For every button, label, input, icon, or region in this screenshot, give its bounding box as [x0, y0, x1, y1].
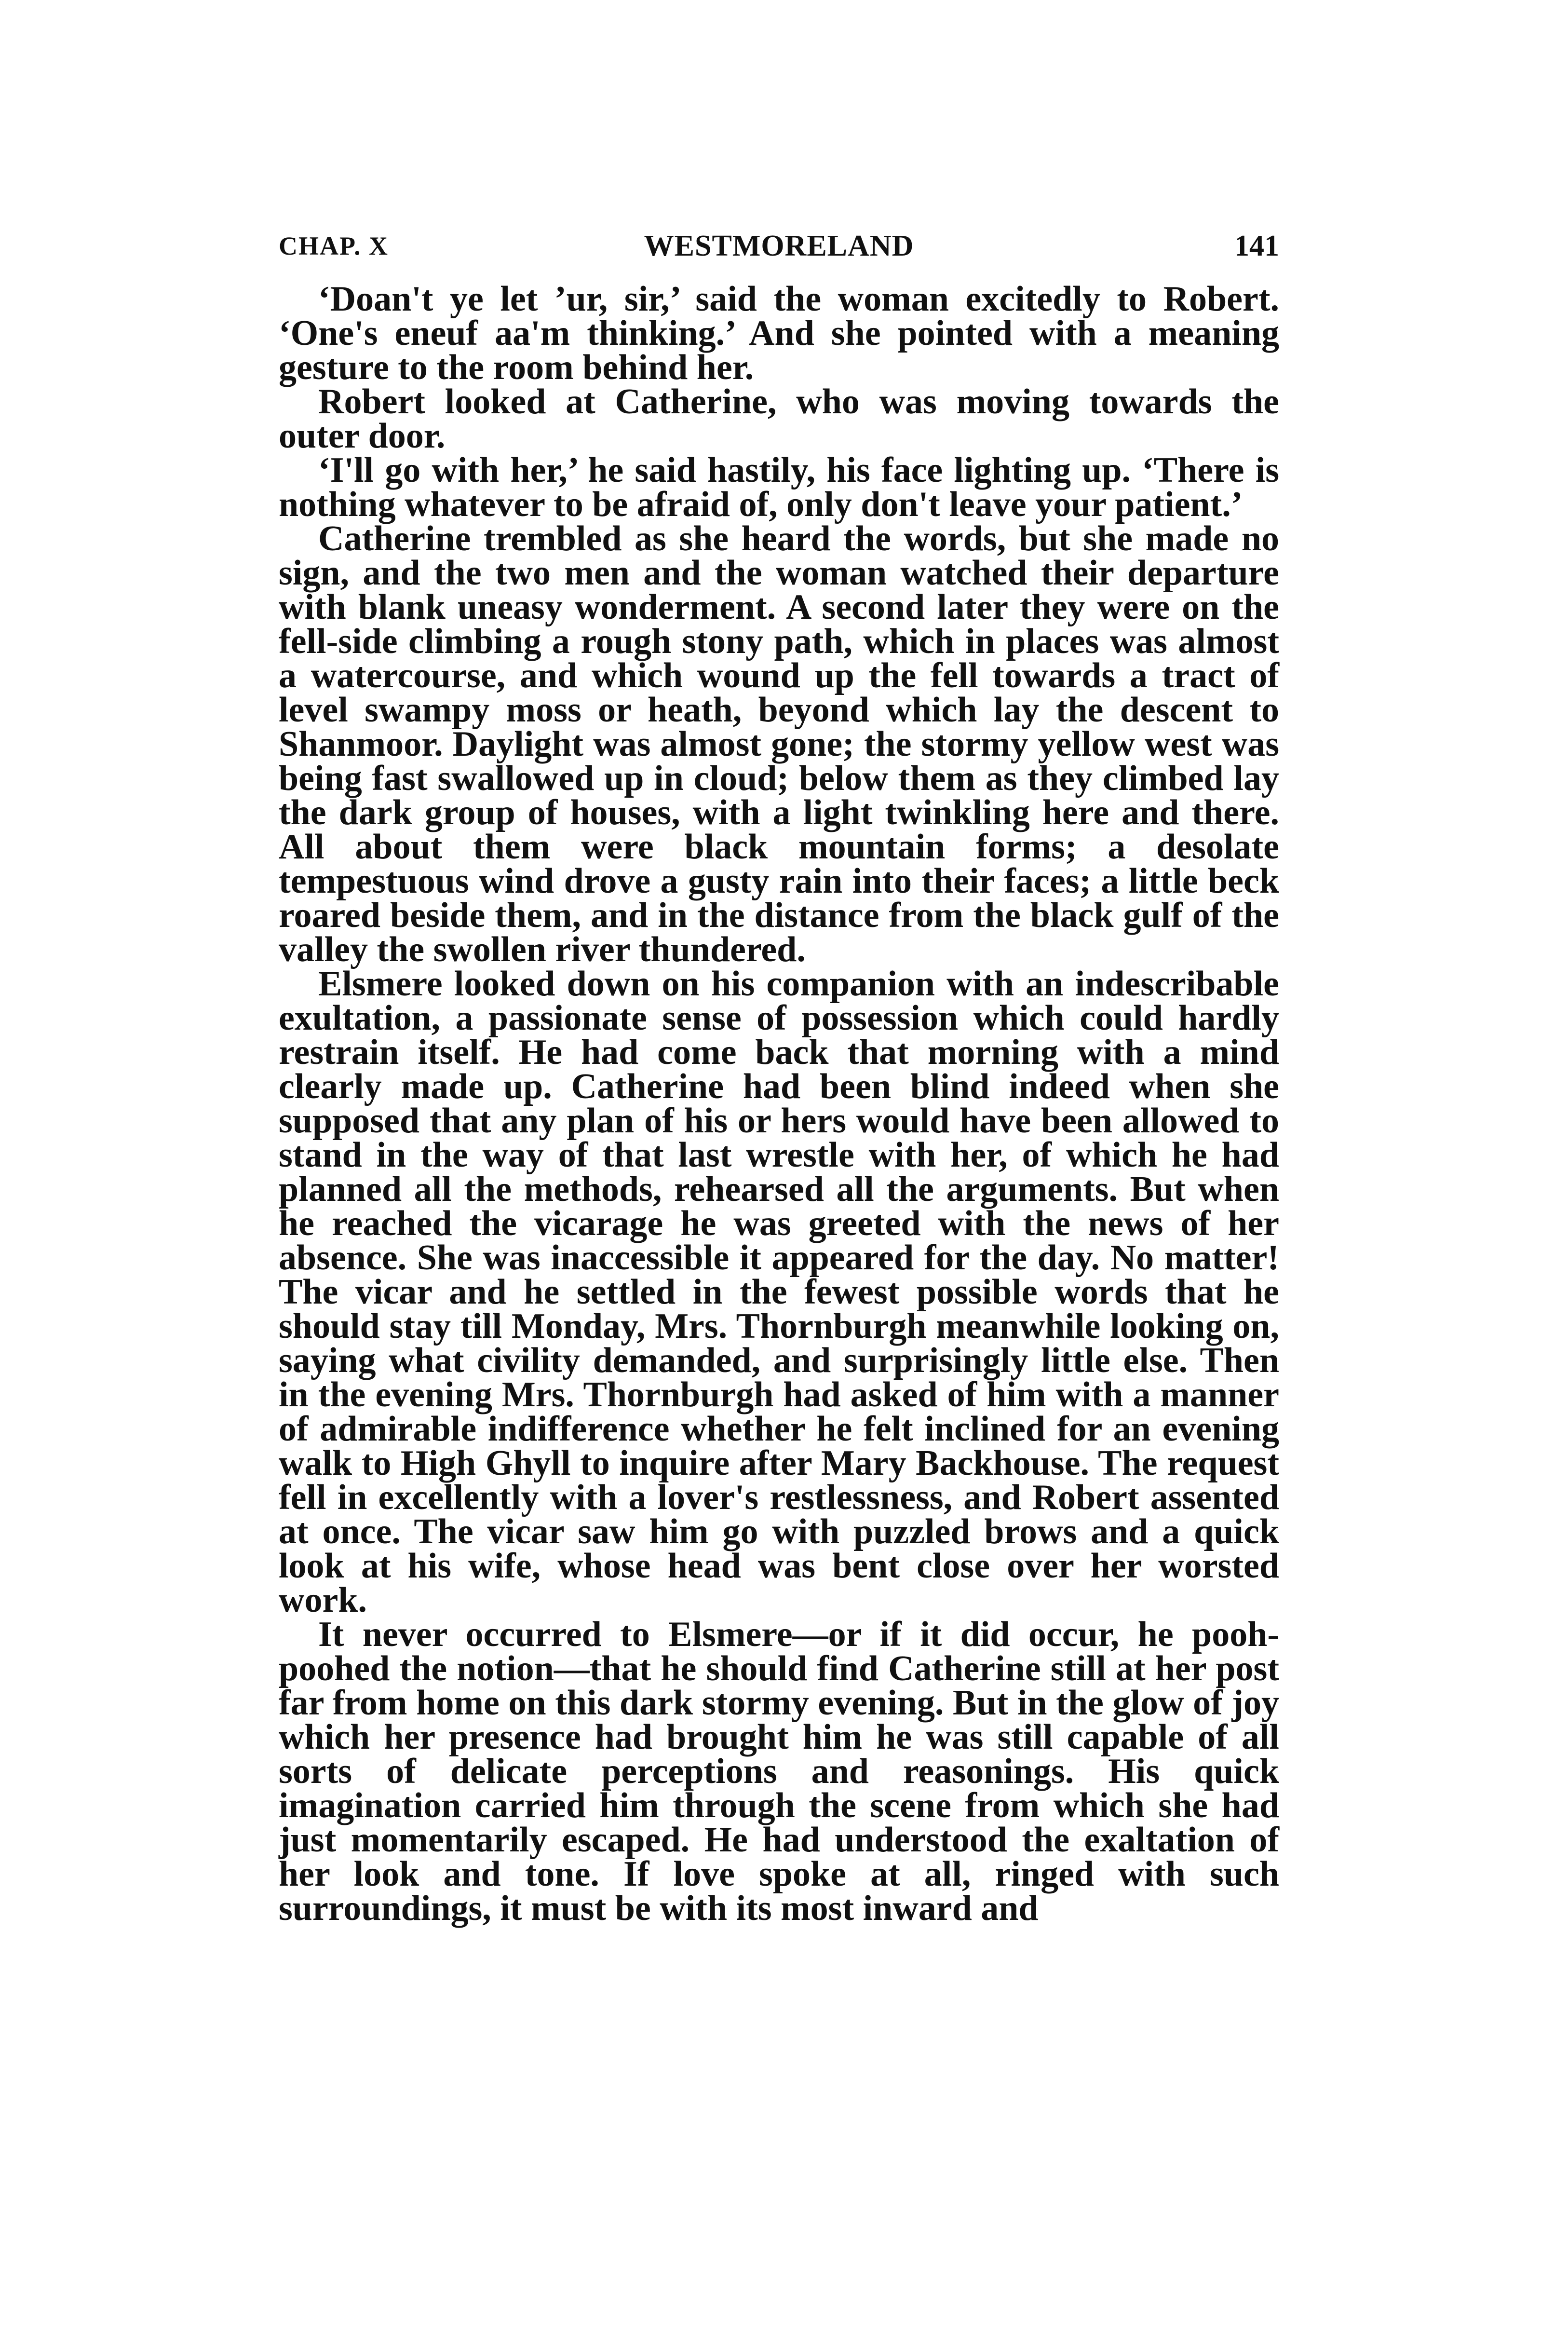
paragraph: Elsmere looked down on his companion with an indescribable exultation, a passionate sense of possession which could hardly restrain itself. He had come back that morning with a mind clearly made up. Catherine had been blind indeed when she supposed that any plan of his or hers would have been allowed to stand in the way of that last wrestle with her, of which he had planned all the methods, rehearsed all the arguments. But when he reached the vicarage he was greeted with the news of her absence. She was inaccessible it appeared for the day. No matter! The vicar and he settled in the fewest possible words that he should stay till Monday, Mrs. Thornburgh meanwhile looking on, saying what civility demanded, and surprisingly little else. Then in the evening Mrs. Thornburgh had asked of him with a manner of admirable indifference whether he felt inclined for an evening walk to High Ghyll to inquire after Mary Backhouse. The request fell in excellently with a lover's restlessness, and Robert assented at once. The vicar saw him go with puzzled brows and a quick look at his wife, whose head was bent close over her worsted work.: [279, 964, 1279, 1620]
body-text: [279, 279, 1279, 1928]
page-number: 141: [1234, 230, 1279, 262]
paragraph: Catherine trembled as she heard the words, but she made no sign, and the two men and the woman watched their departure with blank uneasy wonderment. A second later they were on the fell-side climbing a rough stony path, which in places was almost a watercourse, and which wound up the fell towards a tract of level swampy moss or heath, beyond which lay the descent to Shanmoor. Daylight was almost gone; the stormy yellow west was being fast swallowed up in cloud; below them as they climbed lay the dark group of houses, with a light twinkling here and there. All about them were black mountain forms; a desolate tempestuous wind drove a gusty rain into their faces; a little beck roared beside them, and in the distance from the black gulf of the valley the swollen river thundered.: [279, 519, 1279, 969]
paragraph: Robert looked at Catherine, who was moving towards the outer door.: [279, 382, 1279, 456]
paragraph: It never occurred to Elsmere—or if it did occur, he pooh-poohed the notion—that he should find Catherine still at her post far from home on this dark stormy evening. But in the glow of joy which her presence had brought him he was still capable of all sorts of delicate perceptions and reasonings. His quick imagination carried him through the scene from which she had just momentarily escaped. He had understood the exaltation of her look and tone. If love spoke at all, ringed with such surroundings, it must be with its most inward and: [279, 1615, 1279, 1928]
paragraph: ‘Doan't ye let ’ur, sir,’ said the woman excitedly to Robert. ‘One's eneuf aa'm thinking.’ And she pointed with a meaning gesture to the room behind her.: [279, 279, 1279, 387]
paragraph: ‘I'll go with her,’ he said hastily, his face lighting up. ‘There is nothing whatever to be afraid of, only don't leave your patient.’: [279, 450, 1279, 524]
running-header: [279, 227, 1279, 265]
running-title: WESTMORELAND: [644, 230, 914, 262]
chapter-label: CHAP. X: [279, 231, 389, 260]
